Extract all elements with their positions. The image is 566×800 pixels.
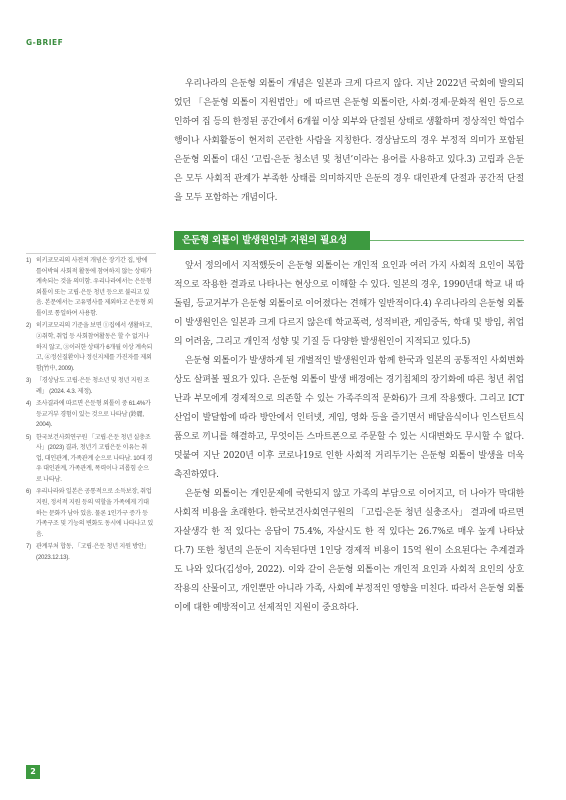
footnote xyxy=(26,487,154,540)
footnote-number: 1) xyxy=(26,257,32,264)
body-paragraph: 은둔형 외톨이가 발생하게 된 개별적인 발생원인과 함께 한국과 일본의 공통적인 사회변화상도 살펴볼 필요가 있다. 은둔형 외톨이 발생 배경에는 경기침체의 장기화에 따른 청년 취업난과 부모에게 경제적으로 의존할 수 있는 가족주의적 문화6)가 크게 작용했다. 그리고 ICT산업이 발달함에 따라 방안에서 인터넷, 게임, 영화 등을 즐기면서 배달음식이나 인스턴트식품으로 끼니를 해결하고, 무엇이든 스마트폰으로 주문할 수 있는 시대변화도 무시할 수 없다. 덧붙여 지난 2020년 이후 코로나19로 인한 사회적 거리두기는 은둔형 외톨이 발생을 더욱 촉진하였다. xyxy=(174,356,524,480)
footnote-text: 히키코모리의 기준을 보면 ①집에서 생활하고, ②취학, 취업 등 사회참여활동은 할 수 없거나 하지 않고, ③이러한 상태가 6개월 이상 계속되고, ④정신질환이나 정신지체를 가진자를 제외함(竹中, 2009). xyxy=(36,322,153,372)
page-number: 2 xyxy=(26,765,40,779)
body-paragraph: 앞서 정의에서 지적했듯이 은둔형 외톨이는 개인적 요인과 여러 가지 사회적 요인이 복합적으로 작용한 결과로 나타나는 현상으로 이해할 수 있다. 일본의 경우, 1990년대 학교 내 따돌림, 등교거부가 은둔형 외톨이로 이어졌다는 견해가 일반적이다.4) 우리나라의 은둔형 외톨이 발생원인은 일본과 크게 다르지 않은데 학교폭력, 성적비관, 게임중독, 학대 및 방임, 취업의 어려움, 그리고 개인적 성향 및 기질 등 다양한 발생원인이 지적되고 있다.5) xyxy=(174,261,524,347)
footnote-number: 4) xyxy=(26,400,32,408)
footnote-number: 6) xyxy=(26,488,32,496)
brand-label: G-BRIEF xyxy=(26,38,64,47)
footnote xyxy=(26,256,154,320)
section-divider xyxy=(370,240,524,241)
footnote-text: 한국보건사회연구원 「고립·은둔 청년 실충조사」(2023) 결과, 청년기 고립은둔 이유는 취업, 대인관계, 가족관계 순으로 나타남. 10대 경우 대인관계, 가족관계, 폭력이나 괴롭힘 순으로 나타남. xyxy=(36,433,153,484)
footnote-number: 7) xyxy=(26,543,32,551)
footnote-number: 3) xyxy=(26,377,32,385)
body-paragraph: 은둔형 외톨이는 개인문제에 국한되지 않고 가족의 부담으로 이어지고, 더 나아가 막대한 사회적 비용을 초래한다. 한국보건사회연구원의 「고립·은둔 청년 실충조사」 결과에 따르면 자살생각 한 적 있다는 응답이 75.4%, 자살시도 한 적 있다는 26.7%로 매우 높게 나타났다.7) 또한 청년의 은둔이 지속된다면 1인당 경제적 비용이 15억 원이 소요된다는 추계결과도 나와 있다(김성아, 2022). 이와 같이 은둔형 외톨이는 개인적 요인과 사회적 요인의 상호작용의 산물이고, 개인뿐만 아니라 가족, 사회에 부정적인 영향을 미친다. 따라서 은둔형 외톨이에 대한 예방적이고 선제적인 지원이 중요하다. xyxy=(174,489,524,613)
footnote-divider xyxy=(26,253,156,254)
footnote xyxy=(26,542,154,563)
footnote-number: 2) xyxy=(26,322,32,330)
footnote-text: 우리나라와 일본은 공통적으로 소득보장, 취업지원, 정서적 지원 등의 역할을 가족에게 기대하는 문화가 남아 있음. 물론 1인가구 증가 등 가족구조 및 기능의 변화도 동시에 나타나고 있음. xyxy=(36,488,154,538)
footnote xyxy=(26,376,154,397)
footnote-number: 5) xyxy=(26,433,32,441)
footnote-text: 히키코모리의 사전적 개념은 장기간 집, 방에 틀어박혀 사회적 활동에 참여하지 않는 상태가 계속되는 것을 의미함. 우리나라에서는 은둔형 외톨이 또는 고립·은둔 청년 등으로 불리고 있음. 본문에서는 고유명사를 제외하고 은둔형 외톨이로 통일하여 사용함. xyxy=(36,257,154,317)
footnote xyxy=(26,433,154,486)
section-body xyxy=(174,257,524,618)
footnotes xyxy=(26,256,154,565)
footnote xyxy=(26,399,154,431)
intro-text xyxy=(174,75,524,208)
footnote-text: 관계부처 합동, 「고립·은둔 청년 지원 방안」 (2023.12.13). xyxy=(36,543,150,561)
footnote-text: 조사결과에 따르면 은둔형 외톨이 중 61.4%가 등교거부 경험이 있는 것으로 나타남 (鈴麗, 2004). xyxy=(36,400,151,429)
footnote xyxy=(26,321,154,374)
intro-paragraph: 우리나라의 은둔형 외톨이 개념은 일본과 크게 다르지 않다. 지난 2022년 국회에 발의되었던 「은둔형 외톨이 지원법안」에 따르면 은둔형 외톨이란, 사회·경제·문화적 원인 등으로 인하여 집 등의 한정된 공간에서 6개월 이상 외부와 단절된 상태로 생활하며 정상적인 학업수행이나 사회활동이 현저히 곤란한 사람을 지칭한다. 경상남도의 경우 부정적 의미가 포함된 은둔형 외톨이 대신 ‘고립·은둔 청소년 및 청년’이라는 용어를 사용하고 있다.3) 고립과 은둔은 모두 사회적 관계가 부족한 상태를 의미하지만 은둔의 경우 대인관계 단절과 공간적 단절을 모두 포함하는 개념이다. xyxy=(174,79,524,203)
section-heading: 은둔형 외톨이 발생원인과 지원의 필요성 xyxy=(174,231,370,250)
footnote-text: 「경상남도 고립·은둔 청소년 및 청년 지원 조례」 (2024. 4.3. 제정). xyxy=(36,377,150,395)
